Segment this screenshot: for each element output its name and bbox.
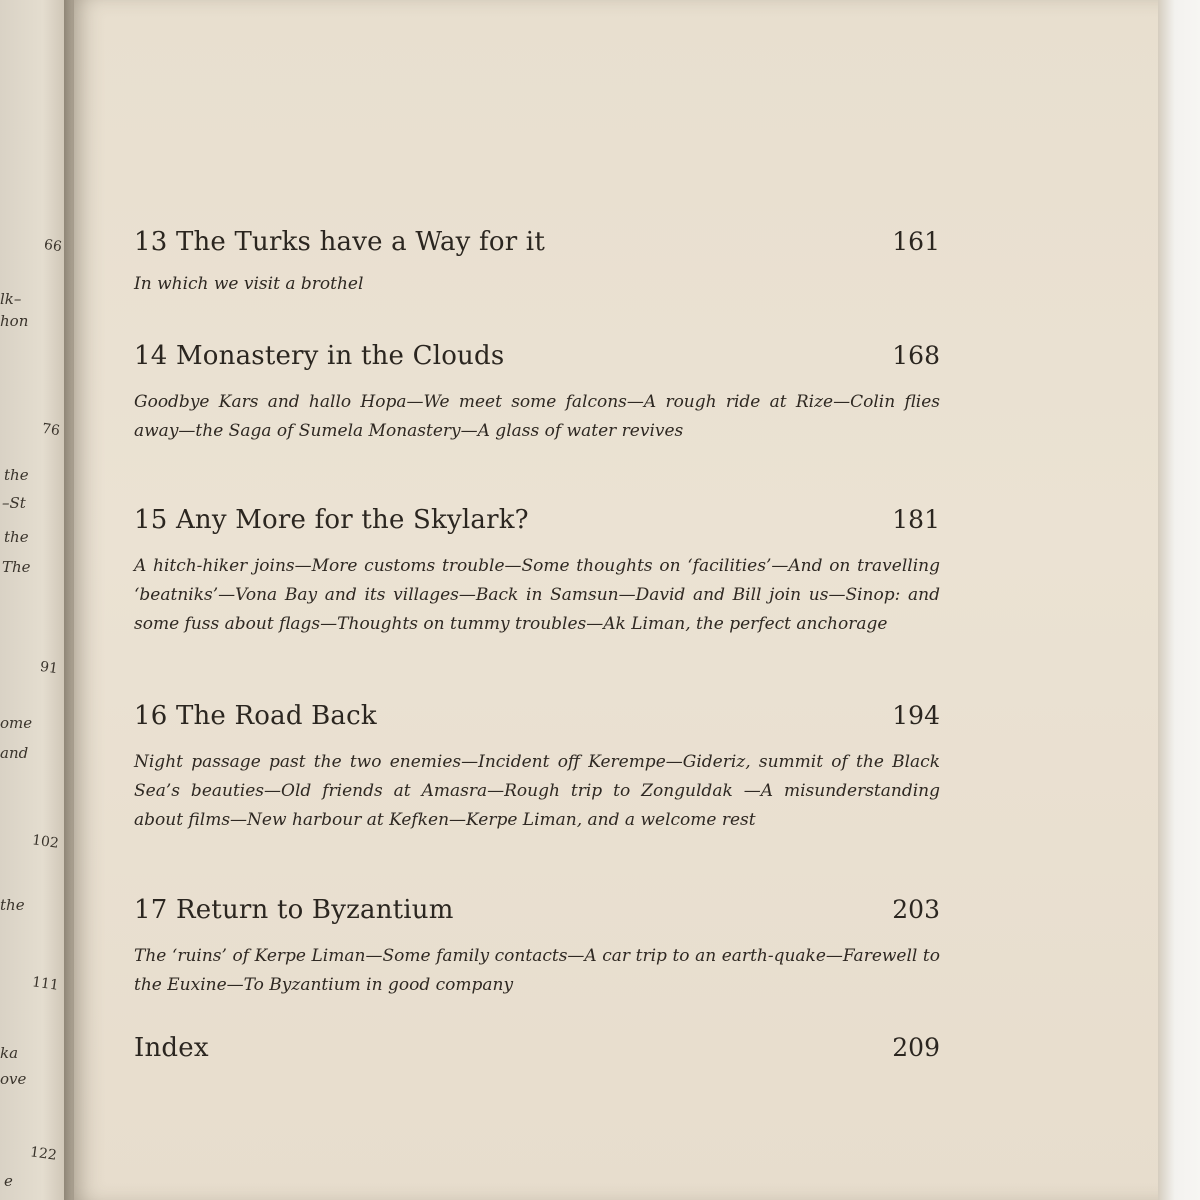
left-page-fragment: the xyxy=(4,528,29,546)
chapter-heading xyxy=(134,336,940,376)
chapter-page-number: 203 xyxy=(892,895,940,924)
left-page-fragment: ka xyxy=(0,1044,19,1062)
left-page-number: 66 xyxy=(42,236,63,256)
left-page-fragment: The xyxy=(2,558,31,576)
chapter-synopsis: The ‘ruins’ of Kerpe Liman—Some family contacts—A car trip to an earth-quake—Farewell to the Euxine—To Byzantium in good company xyxy=(134,946,940,995)
chapter-heading xyxy=(134,890,940,930)
toc-entry-15 xyxy=(134,500,940,639)
chapter-synopsis: Night passage past the two enemies—Incident off Kerempe—Gideriz, summit of the Black Sea’s beauties—Old friends at Amasra—Rough trip to Zonguldak —A misunderstanding about films—New harbour at Kefken—Kerpe Liman, and a welcome rest xyxy=(134,752,940,830)
toc-entry-17 xyxy=(134,890,940,1000)
chapter-page-number: 168 xyxy=(892,341,940,370)
toc-entry-16 xyxy=(134,696,940,835)
chapter-synopsis: A hitch-hiker joins—More customs trouble—Some thoughts on ‘facilities’—And on travelling ‘beatniks’—Vona Bay and its villages—Back in Samsun—David and Bill join us—Sinop: and some fuss about flags—Thoughts on tummy troubles—Ak Liman, the perfect anchorage xyxy=(134,556,940,634)
toc-entry-index xyxy=(134,1028,940,1068)
left-page-fragment: e xyxy=(4,1172,13,1190)
index-title: Index xyxy=(134,1033,209,1063)
chapter-title: 13 The Turks have a Way for it xyxy=(134,227,545,257)
chapter-page-number: 161 xyxy=(892,227,940,256)
chapter-heading xyxy=(134,222,940,262)
left-page-fragment: and xyxy=(0,744,29,762)
toc-entry-14 xyxy=(134,336,940,446)
chapter-synopsis: In which we visit a brothel xyxy=(134,274,364,294)
left-page-number: 76 xyxy=(40,420,61,440)
left-page-number: 122 xyxy=(29,1144,58,1164)
toc-entry-13 xyxy=(134,222,940,299)
page-edge xyxy=(1158,0,1200,1200)
index-heading xyxy=(134,1028,940,1068)
left-page-fragment: hon xyxy=(0,312,29,330)
chapter-title: 17 Return to Byzantium xyxy=(134,895,454,925)
chapter-page-number: 181 xyxy=(892,505,940,534)
index-page-number: 209 xyxy=(892,1033,940,1062)
left-page-fragment: –St xyxy=(2,494,26,512)
left-page-fragment: lk– xyxy=(0,290,22,308)
chapter-title: 16 The Road Back xyxy=(134,701,377,731)
chapter-page-number: 194 xyxy=(892,701,940,730)
chapter-synopsis: Goodbye Kars and hallo Hopa—We meet some falcons—A rough ride at Rize—Colin flies away—the Saga of Sumela Monastery—A glass of water revives xyxy=(134,392,940,441)
left-page-number: 91 xyxy=(38,658,59,678)
left-page-fragment: ove xyxy=(0,1070,27,1088)
left-page-number: 111 xyxy=(31,974,60,994)
chapter-title: 15 Any More for the Skylark? xyxy=(134,505,529,535)
chapter-heading xyxy=(134,696,940,736)
left-page-fragment: the xyxy=(0,896,25,914)
chapter-heading xyxy=(134,500,940,540)
left-page-number: 102 xyxy=(31,832,60,852)
left-page-fragment: the xyxy=(4,466,29,484)
chapter-title: 14 Monastery in the Clouds xyxy=(134,341,505,371)
left-page-fragment: ome xyxy=(0,714,33,732)
